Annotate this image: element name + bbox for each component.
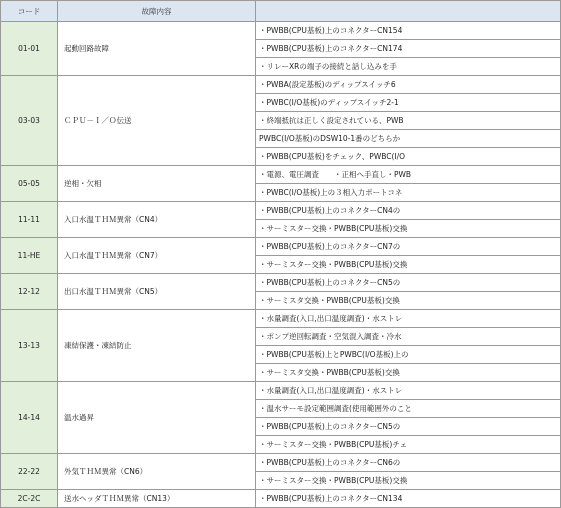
table-row (1, 76, 561, 166)
table-row (1, 310, 561, 382)
action-line[interactable]: ・PWBB(CPU基板)上のコネクターCN4の (256, 202, 560, 220)
action-cell (256, 22, 561, 76)
fault-description-cell[interactable]: 外気ＴＨＭ異常（CN6） (58, 454, 256, 490)
fault-description-cell[interactable]: ＣＰＵ－Ｉ／Ｏ伝送 (58, 76, 256, 166)
table-row (1, 382, 561, 454)
table-row (1, 274, 561, 310)
header-code: コード (1, 1, 58, 22)
action-line[interactable]: ・終端抵抗は正しく設定されている、PWB (256, 112, 560, 130)
action-cell (256, 202, 561, 238)
fault-description-cell[interactable]: 入口水温ＴＨＭ異常（CN7） (58, 238, 256, 274)
fault-description-cell[interactable]: 送水ヘッダＴＨＭ異常（CN13） (58, 490, 256, 508)
table-row (1, 22, 561, 76)
action-line[interactable]: ・ポンプ逆回転調査・空気混入調査・冷水 (256, 328, 560, 346)
action-line[interactable]: ・温水サーモ設定範囲調査(使用範囲外のこと (256, 400, 560, 418)
action-cell (256, 238, 561, 274)
fault-code-cell[interactable]: 22-22 (1, 454, 58, 490)
fault-code-cell[interactable]: 03-03 (1, 76, 58, 166)
action-line[interactable]: ・サーミスター交換・PWBB(CPU基板)交換 (259, 224, 408, 233)
fault-code-cell[interactable]: 12-12 (1, 274, 58, 310)
action-line[interactable]: ・サーミスタ交換・PWBB(CPU基板)交換 (259, 296, 400, 305)
action-cell (256, 490, 561, 508)
action-cell (256, 310, 561, 382)
table-row (1, 490, 561, 508)
action-line[interactable]: ・PWBA(設定基板)のディップスイッチ6 (256, 76, 560, 94)
header-fault: 故障内容 (58, 1, 256, 22)
action-cell (256, 454, 561, 490)
action-line[interactable]: ・PWBB(CPU基板)上のコネクターCN6の (256, 454, 560, 472)
fault-description-cell[interactable]: 出口水温ＴＨＭ異常（CN5） (58, 274, 256, 310)
action-line[interactable]: ・PWBB(CPU基板)上のコネクターCN5の (256, 274, 560, 292)
fault-description-cell[interactable]: 凍結保護・凍結防止 (58, 310, 256, 382)
fault-description-cell[interactable]: 入口水温ＴＨＭ異常（CN4） (58, 202, 256, 238)
action-line[interactable]: ・リレーXRの端子の接続と話し込みを手 (259, 62, 397, 71)
action-line[interactable]: ・電源、電圧調査 ・正相へ手直し・PWB (256, 166, 560, 184)
action-line[interactable]: ・PWBB(CPU基板)上のコネクターCN154 (256, 22, 560, 40)
fault-description-cell[interactable]: 起動回路故障 (58, 22, 256, 76)
fault-code-cell[interactable]: 13-13 (1, 310, 58, 382)
fault-code-cell[interactable]: 14-14 (1, 382, 58, 454)
action-line[interactable]: ・PWBB(CPU基板)上とPWBC(I/O基板)上の (256, 346, 560, 364)
header-action (256, 1, 561, 22)
fault-code-cell[interactable]: 11-11 (1, 202, 58, 238)
action-line[interactable]: ・PWBB(CPU基板)をチェック、PWBC(I/O (259, 152, 406, 161)
action-line[interactable]: ・PWBB(CPU基板)上のコネクターCN134 (259, 494, 403, 503)
fault-code-cell[interactable]: 11-HE (1, 238, 58, 274)
action-line[interactable]: ・サーミスター交換・PWBB(CPU基板)チェ (259, 440, 408, 449)
action-line[interactable]: ・サーミスタ交換・PWBB(CPU基板)交換 (259, 368, 400, 377)
action-line[interactable]: ・サーミスター交換・PWBB(CPU基板)交換 (259, 260, 408, 269)
action-line[interactable]: ・PWBB(CPU基板)上のコネクターCN7の (256, 238, 560, 256)
table-header-row (1, 1, 561, 22)
action-line[interactable]: ・水量調査(入口,出口温度調査)・水ストレ (256, 310, 560, 328)
table-row (1, 238, 561, 274)
action-cell (256, 382, 561, 454)
action-cell (256, 274, 561, 310)
action-line[interactable]: ・サーミスター交換・PWBB(CPU基板)交換 (259, 476, 408, 485)
action-line[interactable]: PWBC(I/O基板)のDSW10-1番のどちらか (256, 130, 560, 148)
action-line[interactable]: ・水量調査(入口,出口温度調査)・水ストレ (256, 382, 560, 400)
fault-code-cell[interactable]: 05-05 (1, 166, 58, 202)
fault-code-cell[interactable]: 2C-2C (1, 490, 58, 508)
table-row (1, 166, 561, 202)
action-cell (256, 166, 561, 202)
table-row (1, 454, 561, 490)
fault-code-cell[interactable]: 01-01 (1, 22, 58, 76)
action-line[interactable]: ・PWBC(I/O基板)上の３相入力ポートコネ (259, 188, 403, 197)
action-line[interactable]: ・PWBB(CPU基板)上のコネクターCN5の (256, 418, 560, 436)
action-line[interactable]: ・PWBB(CPU基板)上のコネクターCN174 (256, 40, 560, 58)
table-row (1, 202, 561, 238)
action-cell (256, 76, 561, 166)
fault-description-cell[interactable]: 温水過昇 (58, 382, 256, 454)
fault-description-cell[interactable]: 逆相・欠相 (58, 166, 256, 202)
action-line[interactable]: ・PWBC(I/O基板)のディップスイッチ2-1 (256, 94, 560, 112)
